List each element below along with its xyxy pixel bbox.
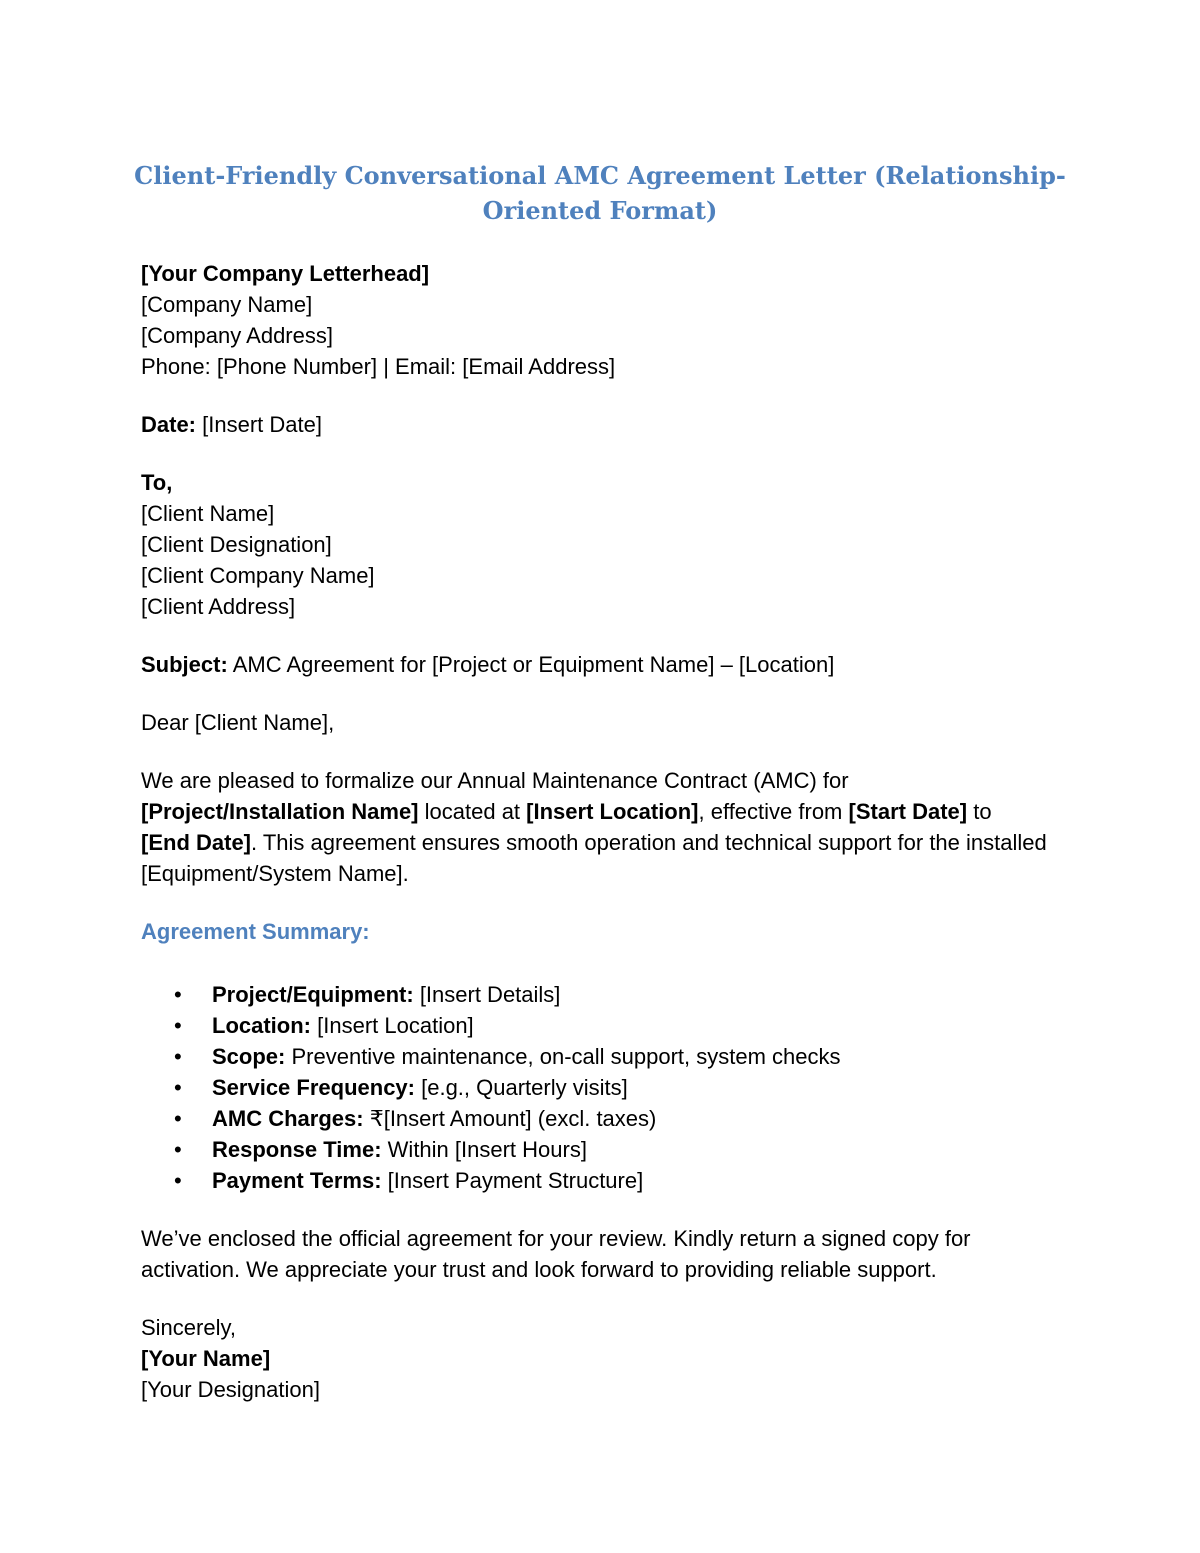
intro-project: [Project/Installation Name] xyxy=(141,799,419,824)
summary-item xyxy=(141,1072,1071,1103)
summary-item xyxy=(141,1165,1071,1196)
client-address: [Client Address] xyxy=(141,594,296,619)
bullet-icon: • xyxy=(174,1013,182,1038)
summary-list xyxy=(141,979,1071,1196)
summary-item-value: Preventive maintenance, on-call support, system checks xyxy=(291,1044,841,1069)
summary-item-label: Location: xyxy=(212,1013,311,1038)
summary-item-label: Payment Terms: xyxy=(212,1168,382,1193)
intro-paragraph: We are pleased to formalize our Annual Maintenance Contract (AMC) for [Project/Installation Name] located at [Insert Location], effective from [Start Date] to [End Date]. This agreement ensures smooth operation and technical support for the installed [Equipment/System Name]. xyxy=(141,768,1047,886)
summary-item-value: [Insert Payment Structure] xyxy=(387,1168,644,1193)
summary-heading: Agreement Summary: xyxy=(141,919,370,944)
intro-end-date: [End Date] xyxy=(141,830,251,855)
summary-item xyxy=(141,979,1071,1010)
signoff-designation: [Your Designation] xyxy=(141,1377,320,1402)
document-title: Client-Friendly Conversational AMC Agreement Letter (Relationship-Oriented Format) xyxy=(134,161,1066,225)
bullet-icon: • xyxy=(174,1075,182,1100)
date-label: Date: xyxy=(141,412,197,437)
to-label: To, xyxy=(141,470,173,495)
summary-item xyxy=(141,1010,1071,1041)
client-designation: [Client Designation] xyxy=(141,532,332,557)
signoff-closing: Sincerely, xyxy=(141,1315,236,1340)
summary-item-label: AMC Charges: xyxy=(212,1106,364,1131)
intro-start-date: [Start Date] xyxy=(848,799,968,824)
date-value: [Insert Date] xyxy=(202,412,322,437)
summary-item xyxy=(141,1103,1071,1134)
subject-value: AMC Agreement for [Project or Equipment Name] – [Location] xyxy=(232,652,835,677)
company-name: [Company Name] xyxy=(141,292,313,317)
client-company: [Client Company Name] xyxy=(141,563,375,588)
summary-item-value: [Insert Details] xyxy=(419,982,561,1007)
summary-item-value: ₹[Insert Amount] (excl. taxes) xyxy=(369,1106,657,1131)
letterhead-heading: [Your Company Letterhead] xyxy=(141,261,430,286)
signoff-name: [Your Name] xyxy=(141,1346,271,1371)
contact-separator: | xyxy=(383,354,389,379)
email-label: Email: xyxy=(395,354,457,379)
bullet-icon: • xyxy=(174,982,182,1007)
bullet-icon: • xyxy=(174,1106,182,1131)
client-name: [Client Name] xyxy=(141,501,275,526)
phone-value: [Phone Number] xyxy=(216,354,378,379)
email-value: [Email Address] xyxy=(462,354,616,379)
summary-item-value: [Insert Location] xyxy=(317,1013,474,1038)
letter-body xyxy=(141,258,1071,1405)
intro-location: [Insert Location] xyxy=(526,799,699,824)
summary-item xyxy=(141,1134,1071,1165)
letterhead-block xyxy=(141,258,1071,382)
signoff-block xyxy=(141,1312,1071,1405)
date-line xyxy=(141,409,1071,440)
summary-item xyxy=(141,1041,1071,1072)
subject-line xyxy=(141,649,1071,680)
bullet-icon: • xyxy=(174,1044,182,1069)
summary-item-label: Scope: xyxy=(212,1044,286,1069)
salutation: Dear [Client Name], xyxy=(141,710,335,735)
summary-item-value: [e.g., Quarterly visits] xyxy=(421,1075,628,1100)
summary-item-label: Response Time: xyxy=(212,1137,382,1162)
company-address: [Company Address] xyxy=(141,323,333,348)
phone-label: Phone: xyxy=(141,354,211,379)
bullet-icon: • xyxy=(174,1137,182,1162)
closing-paragraph: We’ve enclosed the official agreement for your review. Kindly return a signed copy for activation. We appreciate your trust and look forward to providing reliable support. xyxy=(141,1226,971,1282)
summary-item-label: Project/Equipment: xyxy=(212,982,414,1007)
summary-item-value: Within [Insert Hours] xyxy=(387,1137,587,1162)
recipient-block xyxy=(141,467,1071,622)
bullet-icon: • xyxy=(174,1168,182,1193)
contact-line xyxy=(141,351,1071,382)
summary-item-label: Service Frequency: xyxy=(212,1075,415,1100)
subject-label: Subject: xyxy=(141,652,228,677)
